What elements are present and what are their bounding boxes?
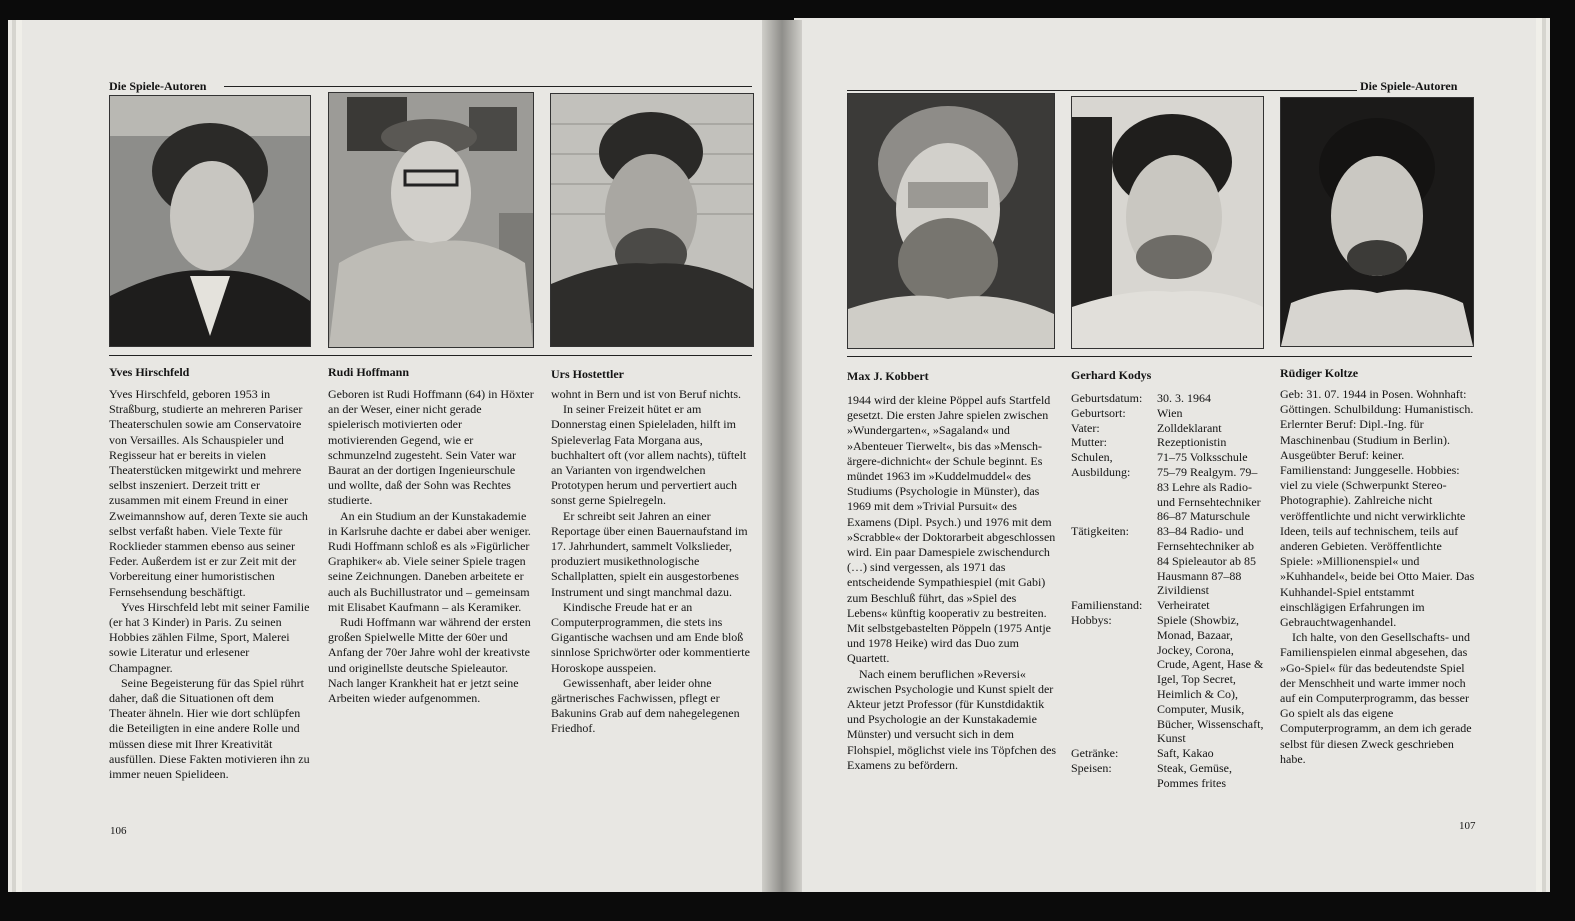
author-photo <box>550 93 754 347</box>
page-number-right: 107 <box>1459 820 1476 832</box>
facts-row <box>1071 391 1265 406</box>
facts-key: Geburtsdatum: <box>1071 391 1143 405</box>
bio-paragraph: Yves Hirschfeld lebt mit seiner Familie (er hat 3 Kinder) in Paris. Zu seinen Hobbies zählen Filme, Sport, Malerei sowie Literatur und erlesener Champagner. <box>109 599 310 675</box>
facts-value: 71–75 Volksschule <box>1157 450 1248 465</box>
header-rule-right <box>847 90 1357 91</box>
bio-paragraph: Geboren ist Rudi Hoffmann (64) in Höxter an der Weser, einer nicht gerade spielerisch motivierten oder motivierenden Gegend, wie er schmunzelnd zugesteht. Sein Vater war Baurat an der dortigen Ingenieurschule und wollte, daß der Sohn was Rechtes studierte. <box>328 387 534 508</box>
facts-key: Ausbildung: <box>1071 464 1131 479</box>
bio-paragraph: Er schreibt seit Jahren an einer Reportage über einen Bauernaufstand im 17. Jahrhundert, sammelt Volkslieder, produziert musikethnologische Schallplatten, spielt ein ausgestorbenes Instrument und singt manchmal dazu. <box>551 508 748 599</box>
author-name: Rudi Hoffmann <box>328 365 410 379</box>
facts-value: Rezeptionistin <box>1157 435 1227 450</box>
bio-paragraph: Ich halte, von den Gesellschafts- und Familienspielen einmal abgesehen, das »Go-Spiel« für das bedeutendste Spiel der Menschheit und warte immer noch auf ein Computerprogramm, das besser Go spielt als das eigene Computerprogramm, an dem ich gerade selbst für diesen Zweck geschrieben habe. <box>1280 630 1472 766</box>
author-bio <box>847 393 1057 773</box>
bio-paragraph: Kindische Freude hat er an Computerprogrammen, die stets ins Gigantische wachsen und am Ende bloß sinnlose Sprichwörter oder kommentierte Horoskope ausspeien. <box>551 599 750 675</box>
facts-value: Spiele (Showbiz, Monad, Bazaar, Jockey, Corona, Crude, Agent, Hase & Igel, Top Secret, Heimlich & Co), Computer, Musik, Bücher, Wissenschaft, Kunst <box>1157 612 1264 746</box>
facts-key: Schulen, <box>1071 450 1113 465</box>
author-bio <box>328 387 534 706</box>
facts-value: Saft, Kakao <box>1157 746 1214 761</box>
facts-key: Hobbys: <box>1071 612 1112 627</box>
facts-key: Mutter: <box>1071 435 1107 450</box>
author-photo <box>1280 97 1474 347</box>
author-bio <box>551 387 755 737</box>
bio-paragraph: An ein Studium an der Kunstakademie in Karlsruhe dachte er dabei aber weniger. Rudi Hoffmann schloß es als »Figürlicher Graphiker« ab. Viele seiner Spiele tragen seine Zeichnungen. Daneben arbeitete er auch als Buchillustrator und – gemeinsam mit Elisabet Kaufmann – als Keramiker. <box>328 508 531 614</box>
facts-row <box>1071 406 1265 421</box>
facts-key: Familienstand: <box>1071 598 1143 613</box>
author-name: Urs Hostettler <box>551 367 624 381</box>
bio-paragraph: Yves Hirschfeld, geboren 1953 in Straßburg, studierte an mehreren Pariser Theaterschulen sowie am Conservatoire von Versailles. Als Schauspieler und Regisseur hat er bereits in vielen Theaterstücken mitgewirkt und mehrere selbst inszeniert. Derzeit tritt er zusammen mit einem Freund in einer Zweimannshow auf, deren Texte sie auch selbst verfaßt haben. Viele Texte für Rocklieder stammen ebenso aus seiner Feder. Außerdem ist er zur Zeit mit der Vorbereitung einer humoristischen Fernsehsendung beschäftigt. <box>109 387 308 599</box>
facts-row <box>1071 761 1265 791</box>
running-header-left: Die Spiele-Autoren <box>109 79 207 93</box>
author-photo <box>328 92 534 348</box>
facts-row <box>1071 746 1265 761</box>
facts-row <box>1071 613 1265 746</box>
facts-row <box>1071 524 1265 598</box>
running-header-right: Die Spiele-Autoren <box>1360 79 1458 93</box>
author-photo <box>109 95 311 347</box>
bio-paragraph: Seine Begeisterung für das Spiel rührt daher, daß die Situationen oft dem Theater ähneln. Hier wie dort schlüpfen die Beteiligten in eine andere Rolle und müssen diese mit Ihrer Kreativität ausfüllen. Diese Fakten motivieren ihn zu immer neuen Spielideen. <box>109 675 310 782</box>
facts-key: Tätigkeiten: <box>1071 524 1129 539</box>
header-rule-left <box>224 86 752 87</box>
name-rule-left <box>109 355 752 356</box>
facts-row <box>1071 465 1265 524</box>
bio-paragraph: Geb: 31. 07. 1944 in Posen. Wohnhaft: Göttingen. Schulbildung: Humanistisch. Erlernter Beruf: Dipl.-Ing. für Maschinenbau (Studium in Berlin). Ausgeübter Beruf: keiner. Familienstand: Junggeselle. Hobbies: viel zu viele (Schwerpunkt Stereo-Photographie). Zahlreiche nicht veröffentlichte und nicht verwirklichte Ideen, teils auf technischem, teils auf anderen Gebieten. Veröffentlichte Spiele: »Millionenspiel« und »Kuhhandel«, beide bei Otto Maier. Das Kuhhandel-Spiel entstammt einschlägigen Erfahrungen im Gebrauchtwagenhandel. <box>1280 387 1475 630</box>
author-photo <box>1071 96 1264 349</box>
page-number-left: 106 <box>110 825 127 837</box>
facts-value: 83–84 Radio- und Fernsehtechniker ab 84 Spieleautor ab 85 Hausmann 87–88 Zivildienst <box>1157 524 1256 598</box>
facts-key: Getränke: <box>1071 746 1119 761</box>
bio-paragraph: 1944 wird der kleine Pöppel aufs Startfeld gesetzt. Die ersten Jahre spielen zwischen »Wundergarten«, »Sagaland« und »Abenteuer Tierwelt«, bis das »Mensch-ärgere-dichnicht« der Schule beginnt. Es mündet 1963 im »Kuddelmuddel« des Studiums (Psychologie in Münster), das 1969 mit dem »Trivial Pursuit« des Examens (Dipl. Psych.) und 1976 mit dem »Scrabble« der Doktorarbeit abgeschlossen wird. Ein paar Damespiele zwischendurch (…) sind vergessen, als 1971 das entscheidende Sympathiespiel (mit Gabi) zum Beschluß führt, das »Spiel des Lebens« künftig kooperativ zu bestreiten. Mit selbstgebastelten Pöppeln (1975 Antje und 1978 Heike) wird das Duo zum Quartett. <box>847 393 1056 666</box>
facts-key: Speisen: <box>1071 760 1112 775</box>
facts-value: Verheiratet <box>1157 598 1210 613</box>
facts-value: 30. 3. 1964 <box>1157 391 1211 405</box>
facts-value: 75–79 Realgym. 79–83 Lehre als Radio- und Fernsehtechniker 86–87 Maturschule <box>1157 464 1261 524</box>
name-rule-right <box>847 356 1472 357</box>
author-bio <box>109 387 311 782</box>
facts-value: Zolldeklarant <box>1157 420 1222 435</box>
author-name: Yves Hirschfeld <box>109 365 190 379</box>
author-name: Rüdiger Koltze <box>1280 366 1359 380</box>
author-photo <box>847 93 1055 349</box>
facts-row <box>1071 598 1265 613</box>
facts-row <box>1071 435 1265 450</box>
facts-key: Geburtsort: <box>1071 405 1126 420</box>
facts-row <box>1071 421 1265 436</box>
bio-paragraph: Gewissenhaft, aber leider ohne gärtnerisches Fachwissen, pflegt er Bakunins Grab auf dem nahegelegenen Friedhof. <box>551 675 740 736</box>
facts-key: Vater: <box>1071 420 1100 435</box>
author-bio <box>1280 387 1476 767</box>
author-name: Max J. Kobbert <box>847 369 929 383</box>
facts-value: Steak, Gemüse, Pommes frites <box>1157 760 1232 790</box>
author-facts-table <box>1071 391 1265 791</box>
book-gutter <box>762 20 802 892</box>
bio-paragraph: Nach einem beruflichen »Reversi« zwischen Psychologie und Kunst spielt der Akteur jetzt Professor (für Kunstdidaktik und Psychologie an der Kunstakademie Münster) und versucht sich in dem Flohspiel, möglichst viele ins Töpfchen des Examens zu befördern. <box>847 666 1057 772</box>
bio-paragraph: wohnt in Bern und ist von Beruf nichts. <box>551 387 741 401</box>
bio-paragraph: Rudi Hoffmann war während der ersten großen Spielwelle Mitte der 60er und Anfang der 70er Jahre wohl der kreativste und originellste deutsche Spieleautor. Nach langer Krankheit hat er jetzt seine Arbeiten wieder aufgenommen. <box>328 615 531 706</box>
bio-paragraph: In seiner Freizeit hütet er am Donnerstag einen Spieleladen, hilft im Spieleverlag Fata Morgana aus, buchhaltert oft (vor allem nachts), tüftelt an Varianten von irgendwelchen Prototypen herum und pervertiert auch sonst gerne Spielregeln. <box>551 402 747 508</box>
author-name: Gerhard Kodys <box>1071 368 1152 382</box>
facts-row <box>1071 450 1265 465</box>
facts-value: Wien <box>1157 405 1183 420</box>
